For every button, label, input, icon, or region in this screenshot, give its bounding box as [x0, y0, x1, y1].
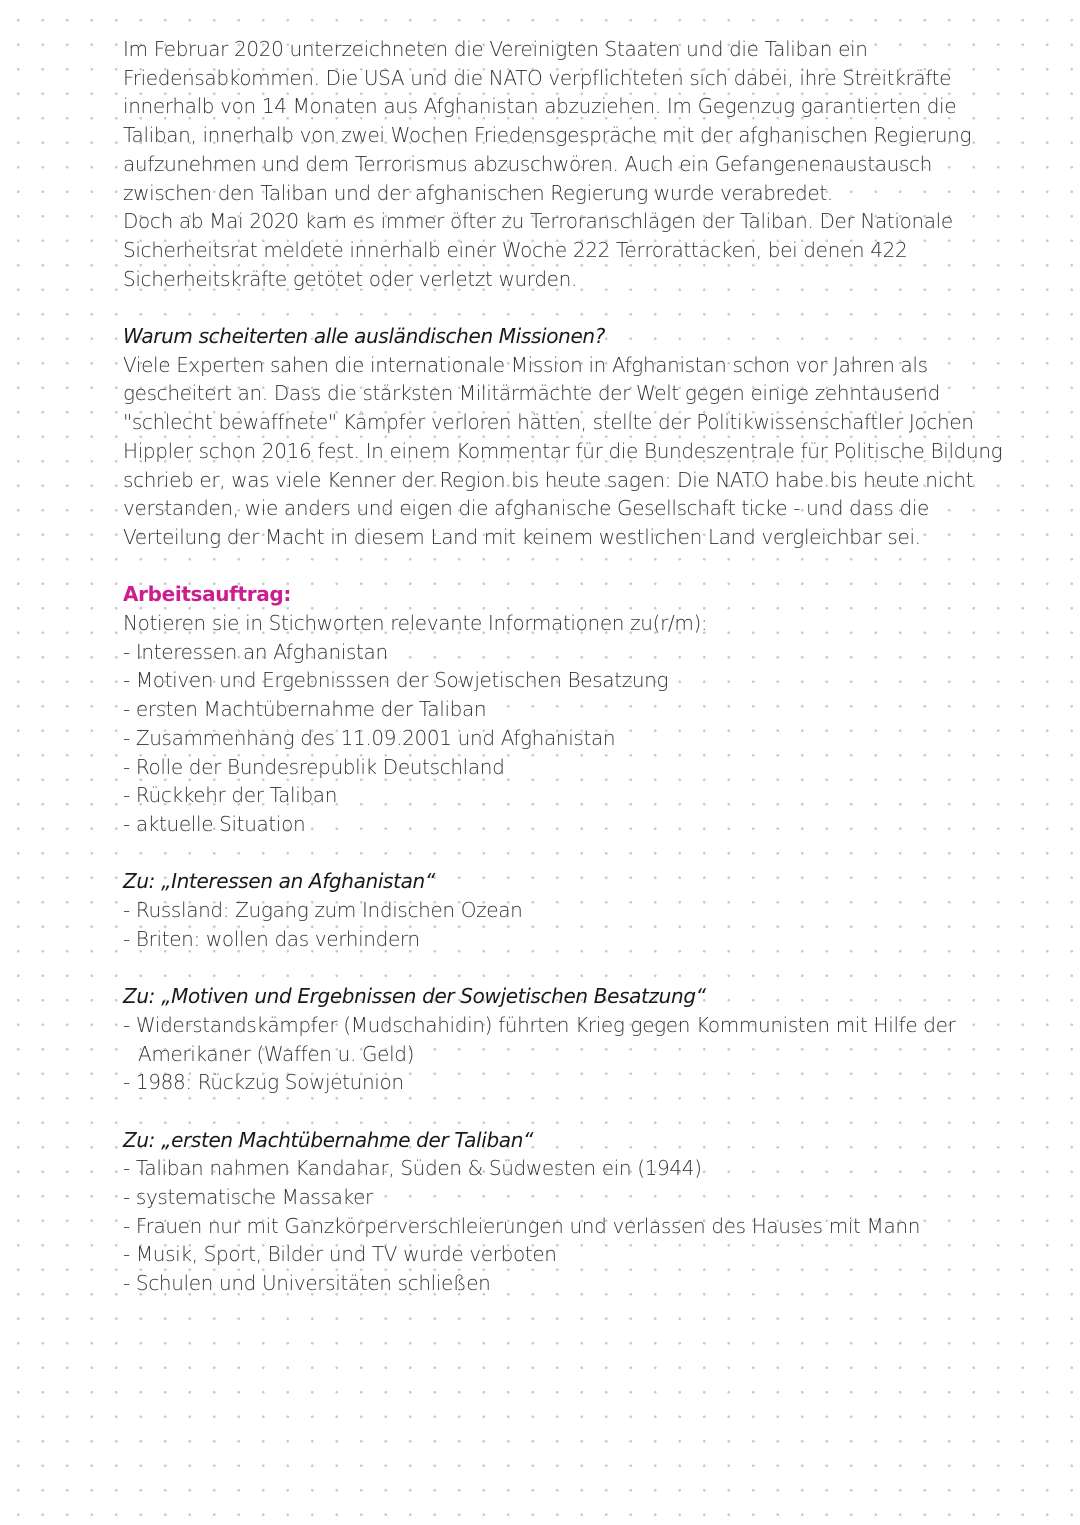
task-item: - Rückkehr der Taliban [123, 783, 338, 808]
answer-item: - Frauen nur mit Ganzkörperverschleierungen und verlassen des Hauses mit Mann [123, 1213, 921, 1238]
spacer [123, 839, 1003, 868]
answer-list-soviet [123, 1011, 1003, 1097]
answer-heading-soviet: Zu: „Motiven und Ergebnissen der Sowjetischen Besatzung“ [123, 984, 706, 1009]
answer-item: - systematische Massaker [123, 1185, 373, 1210]
answer-item: - 1988: Rückzug Sowjetunion [123, 1070, 404, 1095]
missions-text: Viele Experten sahen die internationale Mission in Afghanistan schon vor Jahren als gescheitert an. Dass die stärksten Militärmächte der Welt gegen einige zehntausend "schlecht bewaffnete" Kämpfer verloren hätten, stellte der Politikwissenschaftler Jochen Hippler schon 2016 fest. In einem Kommentar für die Bundeszentrale für Politische Bildung schrieb er, was viele Kenner der Region bis heute sagen: Die NATO habe bis heute nicht verstanden, wie anders und eigen die afghanische Gesellschaft ticke - und dass die Verteilung der Macht in diesem Land mit keinem westlichen Land vergleichbar sei. [123, 352, 1003, 549]
task-item: - Rolle der Bundesrepublik Deutschland [123, 754, 505, 779]
answer-item: - Schulen und Universitäten schließen [123, 1271, 491, 1296]
answer-item: - Taliban nahmen Kandahar, Süden & Südwesten ein (1944) [123, 1156, 702, 1181]
task-item: - ersten Machtübernahme der Taliban [123, 697, 487, 722]
task-intro: Notieren sie in Stichworten relevante Informationen zu(r/m): [123, 611, 708, 636]
task-heading: Arbeitsauftrag: [123, 582, 291, 607]
spacer [123, 293, 1003, 322]
document-page [123, 35, 1003, 1298]
answer-heading-interests: Zu: „Interessen an Afghanistan“ [123, 869, 435, 894]
task-item: - aktuelle Situation [123, 811, 306, 836]
intro-paragraph-1: Im Februar 2020 unterzeichneten die Vereinigten Staaten und die Taliban ein Friedensabkommen. Die USA und die NATO verpflichteten sich dabei, ihre Streitkräfte innerhalb von 14 Monaten aus Afghanistan abzuziehen. Im Gegenzug garantierten die Taliban, innerhalb von zwei Wochen Friedensgespräche mit der afghanischen Regierung aufzunehmen und dem Terrorismus abzuschwören. Auch ein Gefangenenaustausch zwischen den Taliban und der afghanischen Regierung wurde verabredet. [123, 37, 972, 205]
answer-item: - Russland: Zugang zum Indischen Ozean [123, 898, 523, 923]
spacer [123, 953, 1003, 982]
intro-paragraph-2: Doch ab Mai 2020 kam es immer öfter zu Terroranschlägen der Taliban. Der Nationale Sicherheitsrat meldete innerhalb einer Woche 222 Terrorattacken, bei denen 422 Sicherheitskräfte getötet oder verletzt wurden. [123, 209, 953, 291]
task-item: - Zusammenhang des 11.09.2001 und Afghanistan [123, 725, 616, 750]
answer-item: - Widerstandskämpfer (Mudschahidin) führten Krieg gegen Kommunisten mit Hilfe der Amerikaner (Waffen u. Geld) [123, 1012, 956, 1066]
answer-list-interests [123, 896, 1003, 953]
missions-heading: Warum scheiterten alle ausländischen Missionen? [123, 324, 605, 349]
answer-item: - Briten: wollen das verhindern [123, 926, 420, 951]
task-list [123, 638, 1003, 839]
spacer [123, 1097, 1003, 1126]
task-item: - Interessen an Afghanistan [123, 639, 388, 664]
spacer [123, 552, 1003, 581]
task-item: - Motiven und Ergebnisssen der Sowjetischen Besatzung [123, 668, 669, 693]
answer-heading-taliban: Zu: „ersten Machtübernahme der Taliban“ [123, 1127, 534, 1152]
answer-item: - Musik, Sport, Bilder und TV wurde verboten [123, 1242, 557, 1267]
answer-list-taliban [123, 1154, 1003, 1298]
